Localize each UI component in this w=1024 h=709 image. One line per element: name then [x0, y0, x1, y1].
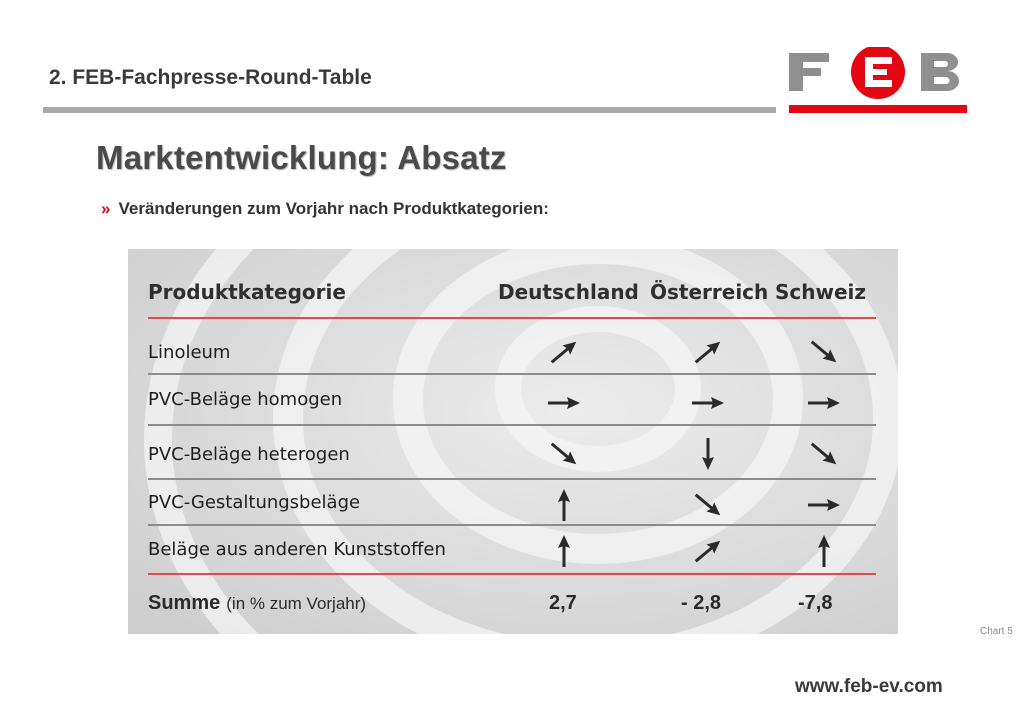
header-deutschland: Deutschland [498, 280, 639, 304]
trend-arrow-up-icon [544, 485, 584, 525]
trend-arrow-down-icon [688, 434, 728, 474]
row-label-pvc-gestaltung: PVC-Gestaltungsbeläge [148, 492, 361, 513]
row-label-linoleum: Linoleum [148, 342, 231, 363]
chart-number: Chart 5 [980, 626, 1013, 637]
trend-arrow-down-right-icon [688, 485, 728, 525]
trend-arrow-right-icon [688, 383, 728, 423]
header-produktkategorie: Produktkategorie [148, 280, 346, 304]
website-link[interactable]: www.feb-ev.com [795, 676, 943, 697]
row-divider [148, 373, 876, 375]
header-rule [148, 317, 876, 319]
trend-arrow-up-icon [804, 531, 844, 571]
row-label-pvc-heterogen: PVC-Beläge heterogen [148, 444, 350, 465]
swirl-background [128, 249, 898, 634]
trend-arrow-right-icon [544, 383, 584, 423]
trend-arrow-right-icon [804, 383, 844, 423]
header-divider [43, 107, 776, 113]
bullet-icon: » [101, 199, 111, 218]
bullet-text: Veränderungen zum Vorjahr nach Produktkategorien: [118, 199, 549, 218]
trend-arrow-up-icon [544, 531, 584, 571]
summary-label: Summe [148, 592, 221, 614]
trend-arrow-down-right-icon [804, 434, 844, 474]
summary-unit: (in % zum Vorjahr) [226, 594, 367, 613]
row-label-andere-kunststoffe: Beläge aus anderen Kunststoffen [148, 539, 446, 560]
row-divider [148, 478, 876, 480]
bullet-point [101, 199, 549, 219]
header-oesterreich: Österreich [650, 280, 769, 304]
trend-arrow-down-right-icon [804, 332, 844, 372]
trend-arrow-up-right-icon [688, 531, 728, 571]
summary-value-oesterreich: - 2,8 [681, 592, 722, 614]
summary-value-deutschland: 2,7 [549, 592, 577, 614]
trend-table [128, 249, 898, 634]
summary-row [148, 592, 366, 615]
summary-rule [148, 573, 876, 575]
slide-title: Marktentwicklung: Absatz [96, 139, 507, 176]
presentation-title: 2. FEB-Fachpresse-Round-Table [49, 66, 372, 89]
trend-arrow-right-icon [804, 485, 844, 525]
trend-arrow-up-right-icon [544, 332, 584, 372]
summary-value-schweiz: -7,8 [798, 592, 833, 614]
row-label-pvc-homogen: PVC-Beläge homogen [148, 389, 343, 410]
trend-arrow-down-right-icon [544, 434, 584, 474]
feb-logo [789, 47, 967, 115]
row-divider [148, 424, 876, 426]
header-schweiz: Schweiz [775, 280, 867, 304]
trend-arrow-up-right-icon [688, 332, 728, 372]
row-divider [148, 524, 876, 526]
